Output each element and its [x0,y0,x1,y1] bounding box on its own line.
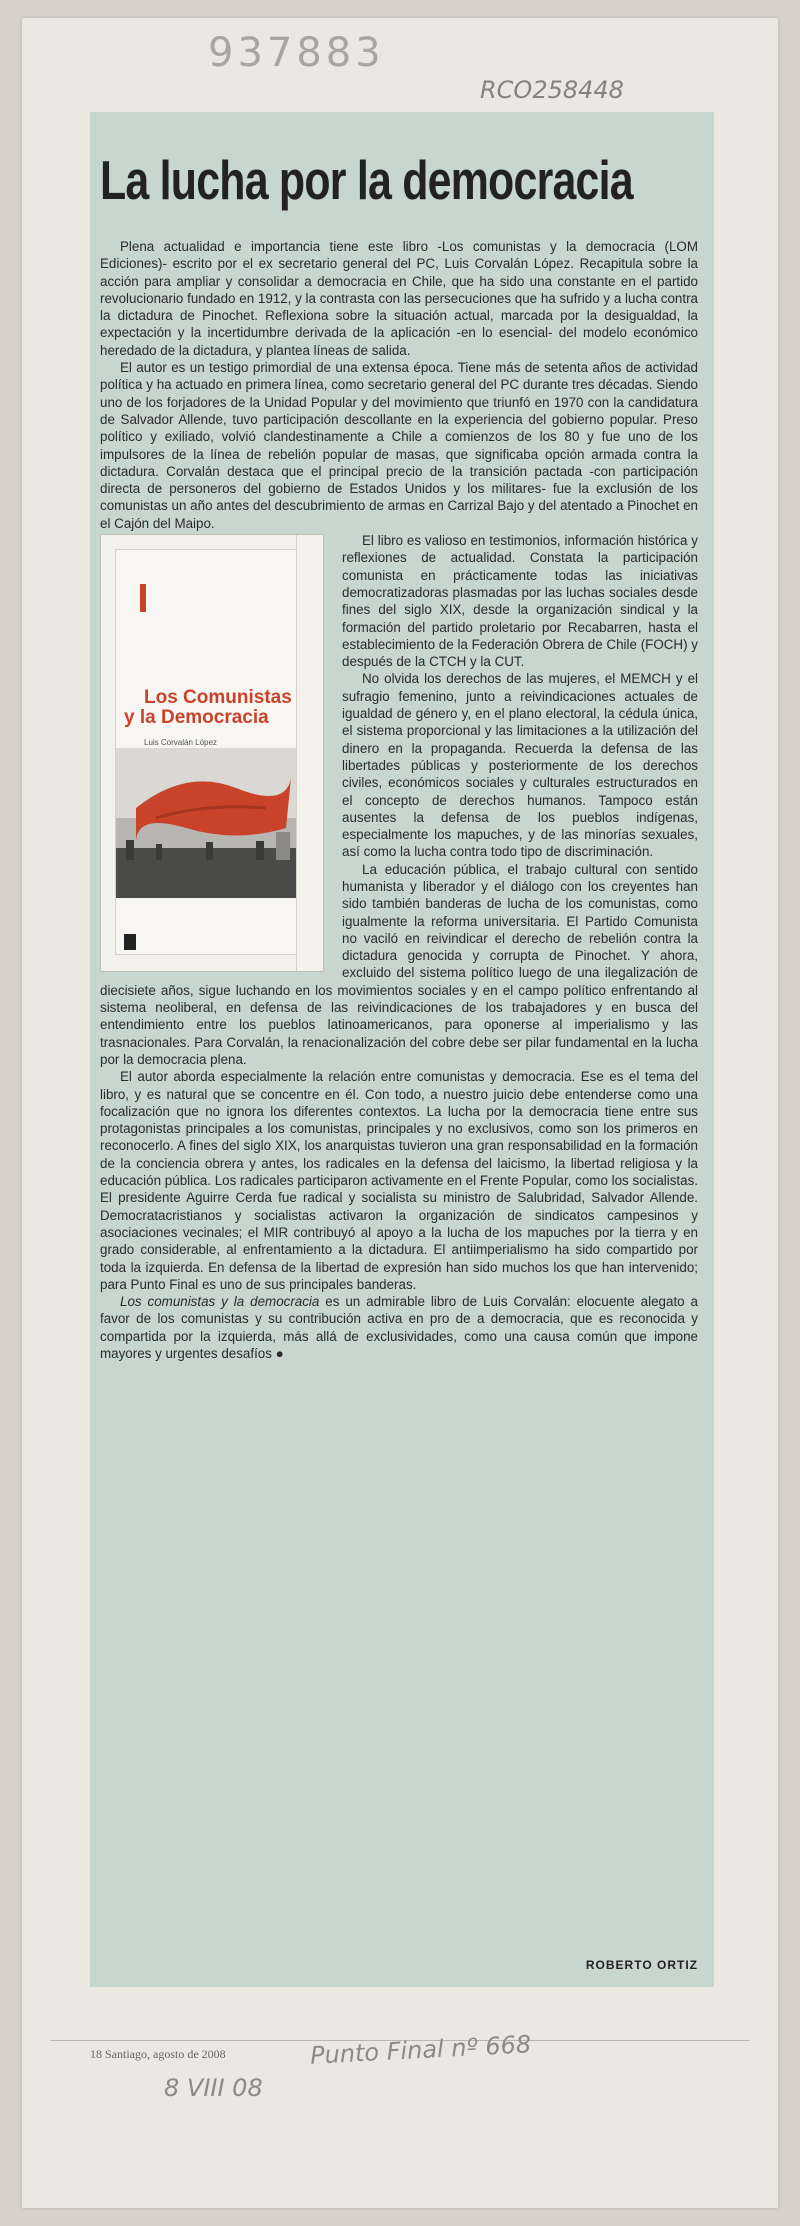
book-title-italic: Los comunistas y la democracia [120,1294,320,1310]
article-body [100,238,698,1362]
book-cover [115,549,297,955]
red-flag-photo [116,748,296,898]
book-cover-image [100,534,324,972]
cover-title-line1: Los Comunistas [144,687,292,709]
paragraph-4: No olvida los derechos de las mujeres, el MEMCH y el sufragio femenino, junto a reivindicaciones actuales de igualdad de género y, en el plano electoral, la cédula única, el sistema proporcional y las limitaciones a la utilización del dinero en la propaganda. Recuerda la defensa de las libertades públicas y posteriormente de los derechos civiles, económicos sociales y culturales estructurados en el concepto de derechos humanos. Tampoco están ausentes la defensa de los pueblos indígenas, especialmente los mapuches, y de las minorías sexuales, así como la lucha contra todo tipo de discriminación. [342,671,698,860]
handwritten-source-note: Punto Final nº 668 [309,2030,532,2070]
paragraph-5: La educación pública, el trabajo cultural con sentido humanista y liberador y el diálogo con los creyentes han sido también banderas de lucha de los comunistas, como igualmente la reforma universitaria. El Partido Comunista no vaciló en reivindicar el derecho de rebelión contra la dictadura genocida y corrupta de Pinochet. Y ahora, excluido del sistema político luego de una ilegalización de diecisiete años, sigue luchando en los movimientos sociales y en el campo político enfrentando al sistema neoliberal, en defensa de las reivindicaciones de los trabajadores y en busca del entendimiento entre los pueblos latinoamericanos, para oponerse al imperialismo y las trasnacionales. Para Corvalán, la renacionalización del cobre debe ser pilar fundamental en la lucha por la democracia plena. [100,861,698,1067]
paragraph-2: El autor es un testigo primordial de una extensa época. Tiene más de setenta años de actividad política y ha actuado en primera línea, como secretario general del PC durante tres décadas. Siendo uno de los forjadores de la Unidad Popular y del movimiento que triunfó en 1970 con la candidatura de Salvador Allende, tuvo participación descollante en la experiencia del gobierno popular. Preso político y exiliado, volvió clandestinamente a Chile a comienzos de los 80 y fue uno de los impulsores de la línea de rebelión popular de masas, que significaba opción armada contra la dictadura. Corvalán destaca que el principal precio de la transición pactada -con participación directa de personeros del gobierno de Estados Unidos y los militares- fue la exclusión de los comunistas un año antes del descubrimiento de armas en Carrizal Bajo y del atentado a Pinochet en el Cajón del Maipo. [100,360,698,531]
cover-title-line2: y la Democracia [124,707,269,729]
cover-title [124,688,292,728]
page-footer: 18 Santiago, agosto de 2008 [90,2047,226,2061]
paragraph-3: Los Comunistas y la Democracia Luis Corvalán López El libro es valioso en testimonios, información histórica y reflexiones de actualidad. Constata la participación comunista en prácticamente todas las iniciativas democratizadoras plasmadas por las luchas sociales desde fines del siglo XIX, desde la organización sindical y la formación del partido proletario por Recabarren, hasta el establecimiento de la Federación Obrera de Chile (FOCH) y después de la CTCH y la CUT. [100,532,698,670]
author-signature: ROBERTO ORTIZ [585,1958,698,1972]
cover-tag [140,584,146,612]
paragraph-1: Plena actualidad e importancia tiene este libro -Los comunistas y la democracia (LOM Ediciones)- escrito por el ex secretario general del PC, Luis Corvalán López. Recapitula sobre la acción para ampliar y consolidar a democracia en Chile, que ha sido una constante en el partido revolucionario fundado en 1912, y la contrasta con las persecuciones que ha sufrido y a lucha contra la dictadura de Pinochet. Reflexiona sobre la situación actual, marcada por la desigualdad, la expectación y la incertidumbre derivada de la aplicación -en lo esencial- del modelo económico heredado de la dictadura, y plantea líneas de salida. [100,239,698,358]
publisher-logo [124,934,136,950]
handwritten-date-note: 8 VIII 08 [164,2074,263,2102]
article-title: La lucha por la democracia [100,149,633,211]
paragraph-7: Los comunistas y la democracia es un admirable libro de Luis Corvalán: elocuente alegato a favor de los comunistas y su contribución activa en pro de a democracia, que es reconocida y compartida por la izquierda, más allá de exclusividades, como una causa común que impone mayores y urgentes desafíos ● [100,1294,698,1361]
archive-code: RCO258448 [480,76,624,104]
pencil-catalog-number: 937883 [208,30,385,76]
paragraph-6: El autor aborda especialmente la relación entre comunistas y democracia. Ese es el tema del libro, y es natural que se concentre en él. Con todo, a nuestro juicio debe entenderse como una focalización que no ignora los diferentes contextos. La lucha por la democracia tiene entre sus protagonistas principales a los comunistas, principales y no exclusivos, como son los primeros en reconocerlo. A fines del siglo XIX, los anarquistas tuvieron una gran responsabilidad en la formación de la conciencia obrera y antes, los radicales en la defensa del laicismo, la libertad religiosa y la educación pública. Los radicales participaron activamente en el Frente Popular, como los socialistas. El presidente Aguirre Cerda fue radical y socialista su ministro de Salubridad, Salvador Allende. Democratacristianos y socialistas activaron la organización de sindicatos campesinos y asociaciones vecinales; el MIR contribuyó al apoyo a la lucha de los mapuches por la tierra y en grado considerable, al enfrentamiento a la dictadura. El antiimperialismo ha sido compartido por toda la izquierda. En defensa de la libertad de expresión han sido muchos los que han intervenido; para Punto Final es uno de sus principales banderas. [100,1069,698,1292]
cover-author: Luis Corvalán López [144,738,217,748]
